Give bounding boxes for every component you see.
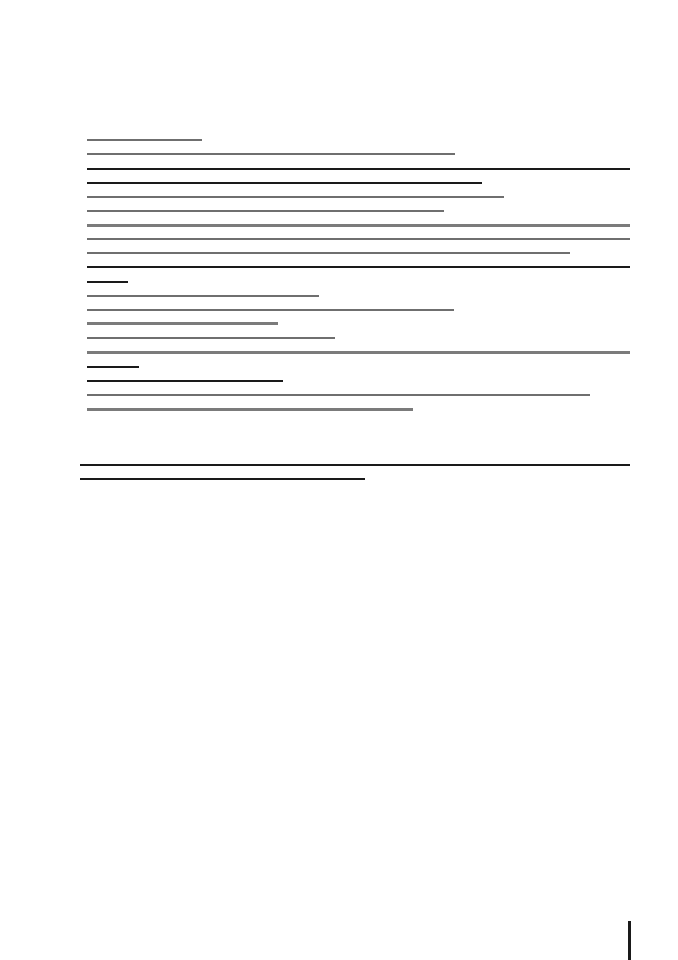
underline-rule bbox=[87, 153, 455, 155]
underline-rule bbox=[87, 182, 482, 184]
underline-rule bbox=[80, 464, 630, 466]
underline-rule bbox=[87, 351, 630, 354]
underline-rule bbox=[87, 394, 590, 396]
page-edge-vertical-bar bbox=[628, 921, 631, 960]
underline-rule bbox=[87, 281, 128, 283]
underline-rule bbox=[87, 366, 139, 368]
underline-rule bbox=[80, 478, 365, 480]
underline-rule bbox=[87, 210, 444, 212]
underline-rule bbox=[87, 295, 319, 297]
underline-rule bbox=[87, 196, 504, 198]
underline-rule bbox=[87, 322, 278, 325]
underline-rule bbox=[87, 238, 630, 240]
underline-rule bbox=[87, 309, 454, 311]
underline-rule bbox=[87, 380, 283, 382]
underline-rule bbox=[87, 266, 630, 268]
underline-rule bbox=[87, 139, 202, 141]
underline-rule bbox=[87, 408, 413, 411]
underline-rule bbox=[87, 224, 630, 227]
underline-rule bbox=[87, 168, 630, 170]
underline-rule bbox=[87, 337, 335, 339]
underline-rule bbox=[87, 252, 570, 254]
